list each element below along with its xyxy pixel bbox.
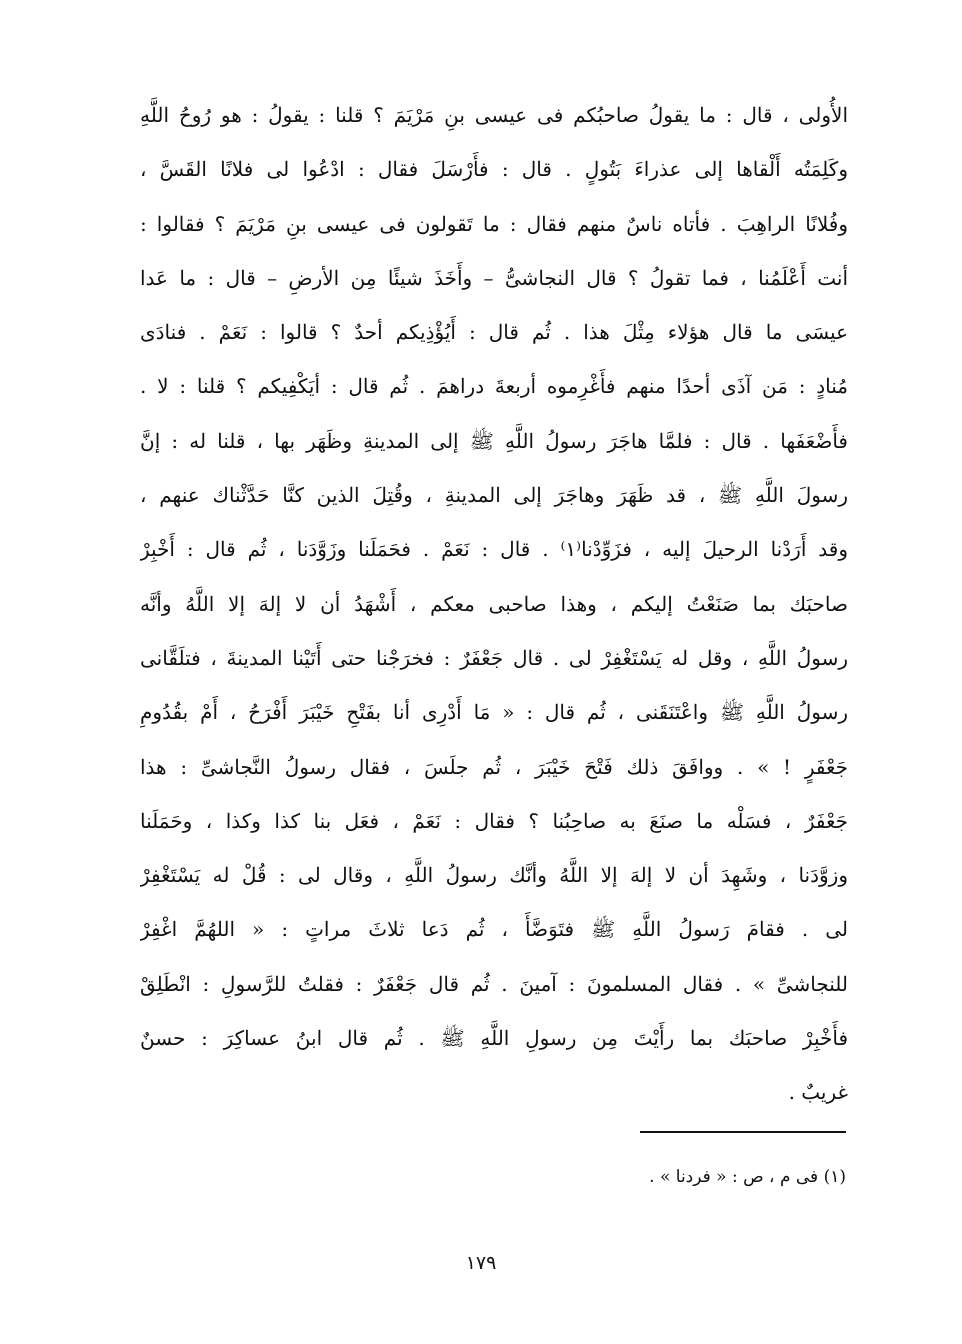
text-line: جَعْفَرٍ ! » . ووافَقَ ذلك فَتْحَ خَيْبَرَ ، ثُم جلَسَ ، فقال رسولُ النَّجاشىِّ : هذا [140,754,848,779]
text-line: أنت أَعْلَمُنا ، فما تقولُ ؟ قال النجاشىُّ – وأَخَذَ شيئًا مِن الأرضِ – قال : ما عَدا [140,265,848,290]
text-line: وقد أَرَدْنا الرحيلَ إليه ، فزَوِّدْنا⁽١⁾ . قال : نَعَمْ . فحَمَلَنا وزَوَّدَنا ، ثُم قال : أَخْبِرْ [140,537,848,562]
text-line: جَعْفَرٌ ، فسَلْه ما صنَعَ به صاحِبُنا ؟ فقال : نَعَمْ ، فعَل بنا كذا وكذا ، وحَمَلَنا [140,808,848,833]
text-line: وفُلانًا الراهِبَ . فأتاه ناسٌ منهم فقال : ما تَقولون فى عيسى بنِ مَرْيَمَ ؟ فقالوا : [140,211,848,236]
text-line: مُنادٍ : مَن آذَى أحدًا منهم فأَغْرِموه أربعةَ دراهمَ . ثُم قال : أيَكْفِيكم ؟ قلنا : لا . [140,374,848,399]
text-line: رسولُ اللَّهِ ، وقل له يَسْتَغْفِرْ لى . قال جَعْفَرٌ : فخرَجْنا حتى أَتَيْنا المدينةَ ، فتلَقَّانى [140,645,848,670]
text-line: عيسَى ما قال هؤلاء مِثْلَ هذا . ثُم قال : أَيُؤْذِيكم أحدٌ ؟ قالوا : نَعَمْ . فنادَى [140,320,848,345]
text-line: لى . فقامَ رَسولُ اللَّهِ ﷺ فتَوَضَّأَ ، ثُم دَعا ثلاثَ مراتٍ : « اللهُمَّ اغْفِرْ [140,917,848,942]
text-line: صاحبَك بما صَنَعْتُ إليكم ، وهذا صاحبى معكم ، أَشْهَدُ أن لا إلهَ إلا اللَّهُ وأنَّه [140,591,848,616]
text-line-last: غريبٌ . [788,1080,848,1105]
body-text [140,88,848,1120]
text-line: للنجاشىِّ » . فقال المسلمونَ : آمينَ . ثُم قال جَعْفَرٌ : فقلتُ للرَّسولِ : انْطَلِقْ [140,971,848,996]
text-line: رسولَ اللَّهِ ﷺ ، قد ظَهَرَ وهاجَرَ إلى المدينةِ ، وقُتِلَ الذين كنَّا حَدَّثْناك عنهم ، [140,483,848,508]
page-number: ١٧٩ [465,1252,497,1274]
text-line: الأُولى ، قال : ما يقولُ صاحبُكم فى عيسى بنِ مَرْيَمَ ؟ قلنا : يقولُ : هو رُوحُ اللَّهِ [140,103,848,127]
footnote: (١) فى م ، ص : « فردنا » . [649,1167,846,1187]
text-line: وزوَّدَنا ، وشَهِدَ أن لا إلهَ إلا اللَّهُ وأنَّك رسولُ اللَّهِ ، وقال لى : قُلْ له يَسْتَغْفِرْ [140,863,848,888]
text-line: وكَلِمَتُه أَلْقاها إلى عذراءَ بَتُولٍ . قال : فأَرْسَلَ فقال : ادْعُوا لى فلانًا القَسَّ ، [140,157,848,182]
text-line: فأَخْبِرْ صاحبَك بما رأَيْتَ مِن رسولِ اللَّهِ ﷺ . ثُم قال ابنُ عساكِرَ : حسنٌ [140,1026,848,1051]
footnote-divider [640,1131,846,1133]
text-line: فأَضْعَفَها . قال : فلمَّا هاجَرَ رسولُ اللَّهِ ﷺ إلى المدينةِ وظَهَر بها ، قلنا له : إنَّ [140,428,848,453]
text-line: رسولُ اللَّهِ ﷺ واعْتَنَقَنى ، ثُم قال : « مَا أَدْرِى أنا بفَتْحِ خَيْبَرَ أَفْرَحُ ، أَمْ بقُدُومِ [140,700,848,725]
